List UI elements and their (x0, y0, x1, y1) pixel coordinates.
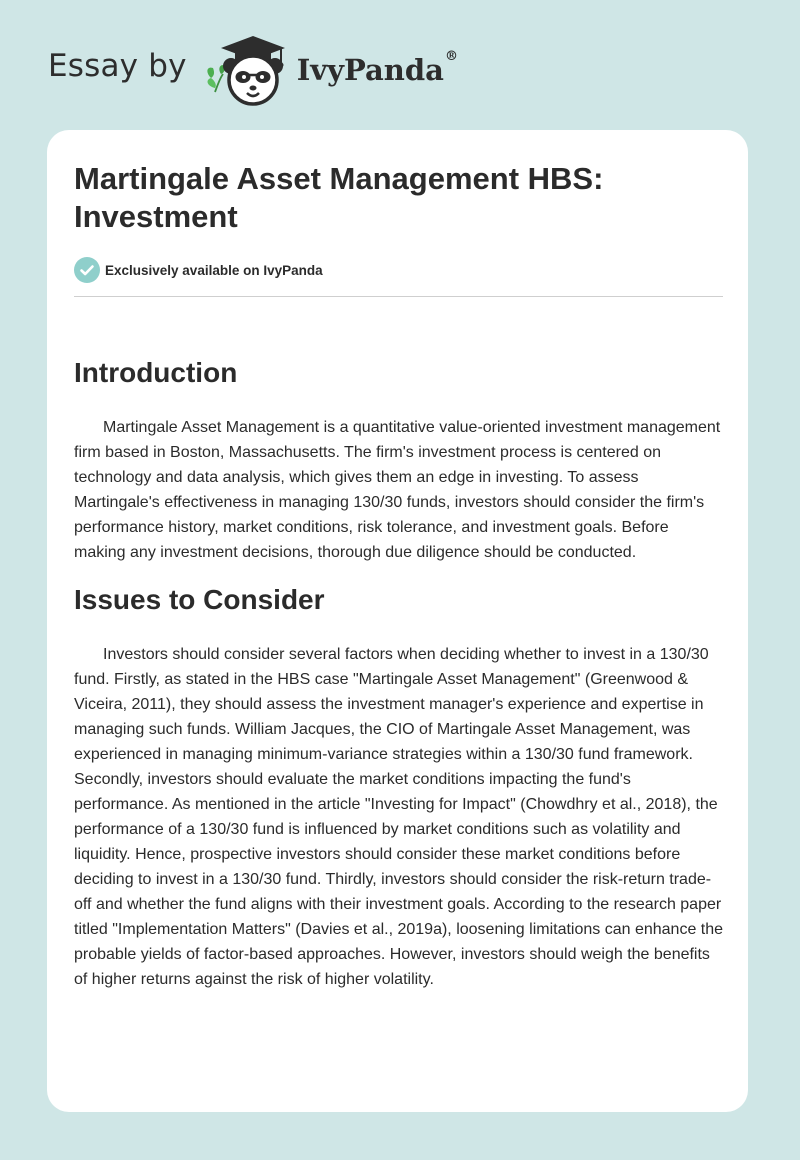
essay-by-label: Essay by (48, 48, 187, 84)
essay-card (47, 130, 748, 1112)
title-divider (74, 296, 723, 297)
exclusive-badge (74, 256, 724, 284)
page-title: Martingale Asset Management HBS: Investment (74, 161, 604, 234)
brand-name (296, 49, 458, 87)
section-heading-issues: Issues to Consider (74, 584, 325, 615)
check-circle-icon (74, 257, 100, 283)
section-heading-introduction: Introduction (74, 357, 238, 388)
panda-graduate-icon (201, 30, 293, 110)
brand-text: IvyPanda (296, 53, 444, 87)
site-header (48, 30, 458, 110)
registered-mark: ® (444, 49, 458, 64)
badge-label: Exclusively available on IvyPanda (105, 262, 323, 278)
essay-content (74, 160, 724, 988)
section-body-issues: Investors should consider several factors when deciding whether to invest in a 130/30 fund. Firstly, as stated in the HBS case "Martingale Asset Management" (Greenwood & Viceira, 2011), they should assess the investment manager's experience and expertise in managing such funds. William Jacques, the CIO of Martingale Asset Management, was experienced in managing minimum-variance strategies within a 130/30 fund framework. Secondly, investors should evaluate the market conditions impacting the fund's performance. As mentioned in the article "Investing for Impact" (Chowdhry et al., 2018), the performance of a 130/30 fund is influenced by market conditions such as volatility and liquidity. Hence, prospective investors should consider these market conditions before deciding to invest in a 130/30 fund. Thirdly, investors should consider the risk-return trade-off and whether the fund aligns with their investment goals. According to the research paper titled "Implementation Matters" (Davies et al., 2019a), loosening limitations can enhance the probable yields of factor-based approaches. However, investors should weigh the benefits of higher returns against the risk of higher volatility. (74, 646, 724, 988)
section-body-introduction: Martingale Asset Management is a quantitative value-oriented investment management firm based in Boston, Massachusetts. The firm's investment process is centered on technology and data analysis, which gives them an edge in investing. To assess Martingale's effectiveness in managing 130/30 funds, investors should consider the firm's performance history, market conditions, risk tolerance, and investment goals. Before making any investment decisions, thorough due diligence should be conducted. (74, 419, 721, 561)
